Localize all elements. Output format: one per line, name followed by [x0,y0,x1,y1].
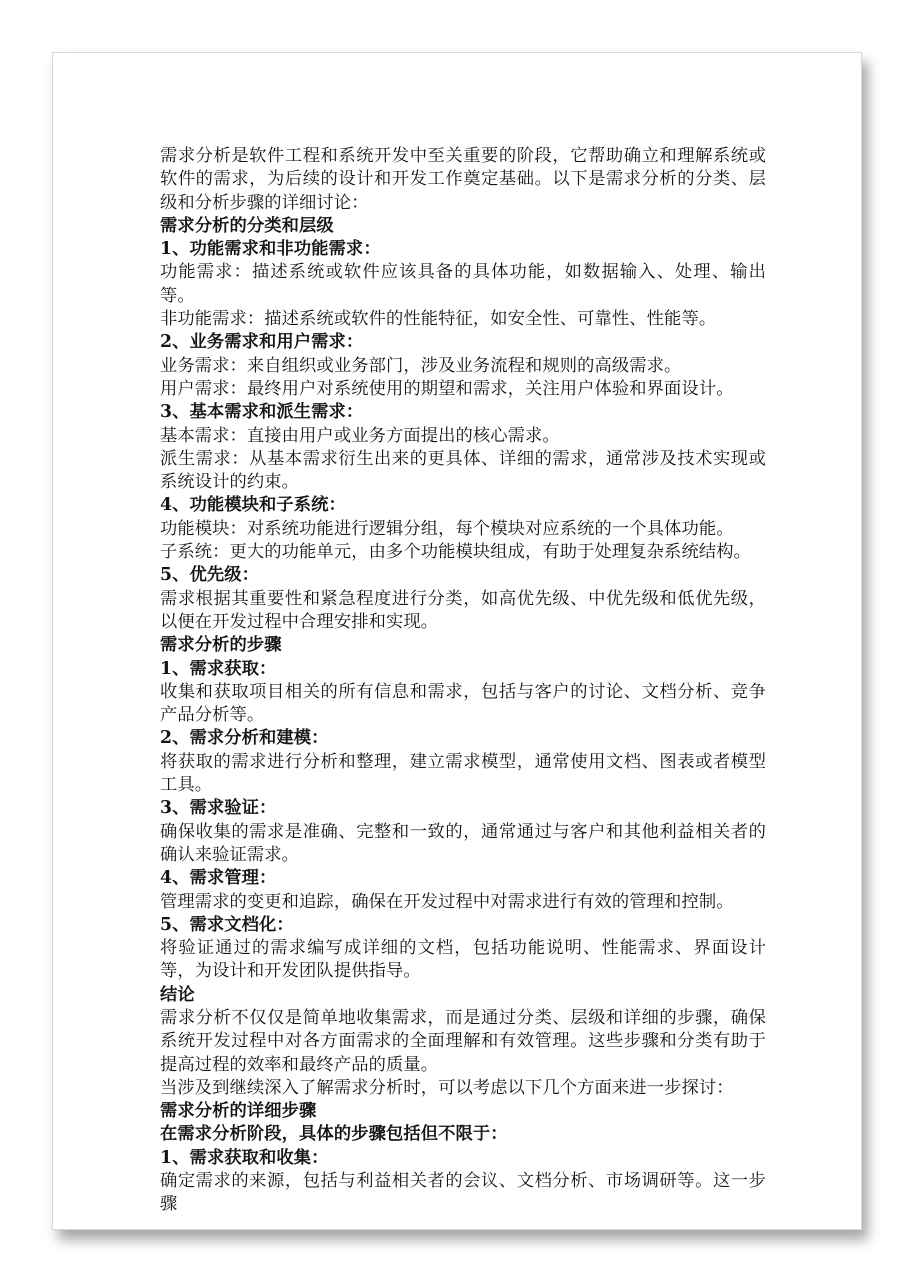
paragraph-acquisition: 收集和获取项目相关的所有信息和需求，包括与客户的讨论、文档分析、竞争产品分析等。 [160,681,766,726]
paragraph-user-req: 用户需求：最终用户对系统使用的期望和需求，关注用户体验和界面设计。 [160,378,734,399]
subheading-functional: 1、功能需求和非功能需求： [160,239,381,260]
paragraph-sources: 确定需求的来源，包括与利益相关者的会议、文档分析、市场调研等。这一步骤 [160,1171,766,1215]
section-heading-steps: 需求分析的步骤 [160,635,282,656]
subheading-documentation: 5、需求文档化： [160,914,294,935]
subheading-basic-derived: 3、基本需求和派生需求： [160,402,364,423]
document-page [52,52,862,1230]
subheading-analysis-modeling: 2、需求分析和建模： [160,728,329,749]
section-heading-conclusion: 结论 [160,984,195,1005]
subheading-business-user: 2、业务需求和用户需求： [160,332,364,353]
paragraph-business-req: 业务需求：来自组织或业务部门，涉及业务流程和规则的高级需求。 [160,355,682,376]
subheading-stage-steps: 在需求分析阶段，具体的步骤包括但不限于： [160,1124,508,1145]
subheading-priority: 5、优先级： [160,565,260,586]
paragraph-functional-req: 功能需求：描述系统或软件应该具备的具体功能，如数据输入、处理、输出等。 [160,262,766,306]
subheading-validation: 3、需求验证： [160,798,277,819]
subheading-management: 4、需求管理： [160,868,277,889]
paragraph-validation: 确保收集的需求是准确、完整和一致的，通常通过与客户和其他利益相关者的确认来验证需求。 [160,821,766,865]
subheading-acquisition-collection: 1、需求获取和收集： [160,1147,329,1168]
paragraph-derived-req: 派生需求：从基本需求衍生出来的更具体、详细的需求，通常涉及技术实现或系统设计的约束。 [160,448,766,493]
paragraph-nonfunctional-req: 非功能需求：描述系统或软件的性能特征，如安全性、可靠性、性能等。 [160,309,717,330]
paragraph-documentation: 将验证通过的需求编写成详细的文档，包括功能说明、性能需求、界面设计等，为设计和开发团队提供指导。 [160,938,766,982]
paragraph-basic-req: 基本需求：直接由用户或业务方面提出的核心需求。 [160,425,560,446]
paragraph-analysis-modeling: 将获取的需求进行分析和整理，建立需求模型，通常使用文档、图表或者模型工具。 [160,751,766,796]
paragraph-further: 当涉及到继续深入了解需求分析时，可以考虑以下几个方面来进一步探讨： [160,1077,734,1098]
paragraph-function-module: 功能模块：对系统功能进行逻辑分组，每个模块对应系统的一个具体功能。 [160,518,734,539]
paragraph-priority: 需求根据其重要性和紧急程度进行分类，如高优先级、中优先级和低优先级，以便在开发过程中合理安排和实现。 [160,588,766,632]
paragraph-management: 管理需求的变更和追踪，确保在开发过程中对需求进行有效的管理和控制。 [160,891,734,912]
document-body [160,145,766,1217]
section-heading-detailed-steps: 需求分析的详细步骤 [160,1101,317,1122]
subheading-acquisition: 1、需求获取： [160,658,277,679]
section-heading-classification: 需求分析的分类和层级 [160,215,334,236]
paragraph-subsystem: 子系统：更大的功能单元，由多个功能模块组成，有助于处理复杂系统结构。 [160,542,751,563]
intro-paragraph: 需求分析是软件工程和系统开发中至关重要的阶段，它帮助确立和理解系统或软件的需求，为后续的设计和开发工作奠定基础。以下是需求分析的分类、层级和分析步骤的详细讨论： [160,146,766,213]
paragraph-conclusion: 需求分析不仅仅是简单地收集需求，而是通过分类、层级和详细的步骤，确保系统开发过程中对各方面需求的全面理解和有效管理。这些步骤和分类有助于提高过程的效率和最终产品的质量。 [160,1007,766,1075]
subheading-modules: 4、功能模块和子系统： [160,495,346,516]
